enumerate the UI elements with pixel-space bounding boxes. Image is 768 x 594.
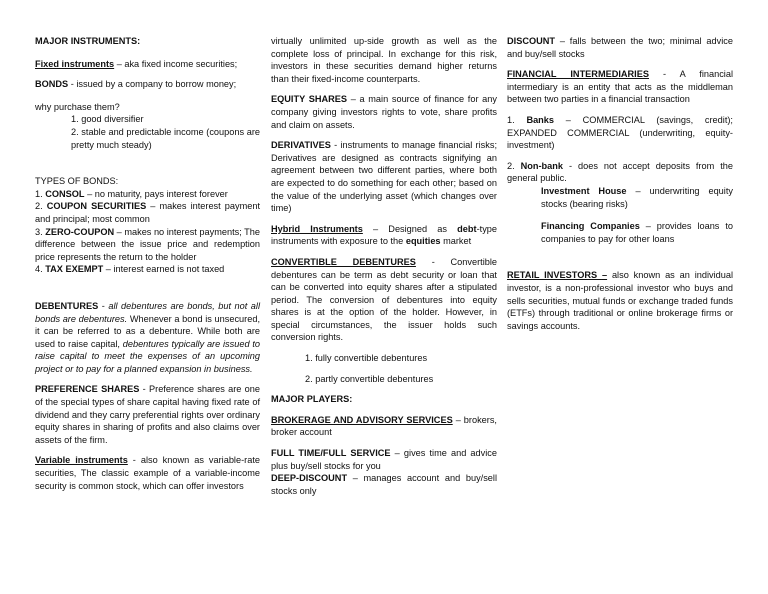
- debentures-term: DEBENTURES: [35, 300, 99, 311]
- bond-type-4-text: – interest earned is not taxed: [103, 264, 225, 275]
- convertible-debentures-text: - Convertible debentures can be term as debt security or loan that can be converted into equity shares after a stipulated period. The conversion of debentures into equity shares is at the option of the holder. However, in special circumstances, the issuer holds such conversion rights.: [271, 256, 497, 343]
- preference-shares-term: PREFERENCE SHARES: [35, 384, 140, 395]
- major-instruments-heading: MAJOR INSTRUMENTS:: [35, 36, 141, 46]
- hybrid-instruments-term: Hybrid Instruments: [271, 223, 363, 234]
- deep-discount-para: [271, 472, 497, 497]
- bond-type-3-num: 3.: [35, 226, 46, 237]
- preference-shares-para: [35, 383, 260, 446]
- debentures-italic-1: all debentures are bonds, but not all bonds are debentures.: [35, 300, 260, 324]
- brokerage-term: BROKERAGE AND ADVISORY SERVICES: [271, 414, 453, 425]
- retail-investors-text: also known as an individual investor, is a non-professional investor who buys and sells securities, mutual funds or exchange traded funds (ETFs) through traditional or online brokerage firms or savings accounts.: [507, 270, 734, 331]
- convertible-debentures-term: CONVERTIBLE DEBENTURES: [271, 256, 416, 267]
- convertible-item-1: 1. fully convertible debentures: [305, 353, 428, 364]
- debentures-text: Whenever a bond is unsecured, it can be referred to as a debenture. While both are used to raise capital,: [35, 313, 260, 349]
- bond-type-1-term: CONSOL: [45, 188, 85, 199]
- hybrid-equities: equities: [405, 236, 441, 247]
- bond-type-1-num: 1.: [35, 188, 46, 199]
- non-bank-para: [507, 160, 733, 185]
- full-service-text: – gives time and advice plus buy/sell stocks for you: [271, 448, 497, 471]
- derivatives-para: [271, 139, 497, 215]
- bond-type-1: [35, 188, 260, 201]
- financial-intermediaries-term: FINANCIAL INTERMEDIARIES: [507, 69, 649, 80]
- non-bank-text: - does not accept deposits from the general public.: [507, 160, 733, 184]
- bond-type-2-text: – makes interest payment and principal; most common: [35, 201, 260, 224]
- non-bank-num: 2.: [507, 160, 521, 171]
- bond-type-3: [35, 226, 260, 264]
- derivatives-term: DERIVATIVES: [271, 140, 331, 151]
- convertible-item-2: 2. partly convertible debentures: [305, 373, 434, 384]
- bond-type-3-term: ZERO-COUPON: [45, 226, 115, 237]
- deep-discount-text: – manages account and buy/sell stocks only: [271, 473, 497, 496]
- column-1: [35, 35, 260, 492]
- financial-intermediaries-para: [507, 68, 733, 106]
- hybrid-text-2: -type instruments with exposure to the: [271, 223, 498, 247]
- bond-type-3-text: – makes no interest payments; The difference between the issue price and redemption price represents the return to the holder: [35, 226, 261, 262]
- hybrid-instruments-para: [271, 223, 497, 248]
- financing-companies-para: [507, 220, 733, 245]
- bond-type-2-num: 2.: [35, 201, 47, 212]
- variable-instruments-text: - also known as variable-rate securities, The classic example of a variable-income security is common stock, which can offer investors: [35, 455, 260, 491]
- equity-shares-text: – a main source of finance for any company giving investors rights to vote, share profits and claim on assets.: [271, 94, 497, 130]
- hybrid-debt: debt: [457, 223, 477, 234]
- debentures-italic-2: debentures typically are issued to raise capital to meet the expenses of an upcoming project or to pay for a planned expansion in business.: [35, 338, 260, 374]
- investment-house-para: [507, 185, 733, 210]
- bond-type-2: [35, 200, 260, 225]
- fixed-instruments-text: – aka fixed income securities;: [114, 58, 238, 69]
- retail-investors-dash: –: [601, 270, 608, 281]
- brokerage-text: – brokers, broker account: [271, 414, 497, 438]
- banks-text: – COMMERCIAL (savings, credit); EXPANDED COMMERCIAL (underwriting, equity-investment): [507, 114, 733, 151]
- debentures-para: [35, 300, 260, 376]
- banks-num: 1.: [507, 114, 527, 125]
- discount-text: – falls between the two; minimal advice and buy/sell stocks: [507, 36, 733, 59]
- fixed-instruments-para: [35, 58, 260, 71]
- major-players-heading: MAJOR PLAYERS:: [271, 394, 353, 405]
- why-item-2: 2. stable and predictable income (coupons are pretty much steady): [71, 126, 260, 150]
- bond-type-4-term: TAX EXEMPT: [45, 264, 104, 275]
- financing-companies-text: – provides loans to companies to pay for other loans: [541, 221, 733, 244]
- types-of-bonds-heading: TYPES OF BONDS:: [35, 176, 119, 187]
- fixed-instruments-term: Fixed instruments: [35, 58, 115, 69]
- deep-discount-term: DEEP-DISCOUNT: [271, 473, 348, 484]
- bond-type-1-text: – no maturity, pays interest forever: [84, 188, 228, 199]
- financial-intermediaries-text: - A financial intermediary is an entity that acts as the middleman between two parties in a financial transaction: [507, 69, 734, 105]
- banks-para: [507, 114, 733, 152]
- column-3: [507, 35, 733, 332]
- column-2: [271, 35, 497, 497]
- bonds-para: [35, 78, 260, 91]
- equity-shares-term: EQUITY SHARES: [271, 94, 348, 105]
- non-bank-term: Non-bank: [520, 160, 564, 171]
- full-service-term: FULL TIME/FULL SERVICE: [271, 448, 391, 459]
- banks-term: Banks: [526, 114, 555, 125]
- investment-house-text: – underwriting equity stocks (bearing risks): [541, 185, 733, 209]
- discount-para: [507, 35, 733, 60]
- preference-shares-text: - Preference shares are one of the special types of share capital having fixed rate of dividend and they carry preferential rights over ordinary equity shares in sharing of profits and also claims over assets of the firm.: [35, 384, 260, 445]
- convertible-debentures-para: [271, 256, 497, 344]
- brokerage-para: [271, 414, 497, 439]
- equity-shares-para: [271, 93, 497, 131]
- bonds-text: - issued by a company to borrow money;: [68, 79, 237, 90]
- debentures-dash: -: [98, 300, 109, 311]
- hybrid-text-3: market: [440, 236, 472, 247]
- bonds-term: BONDS: [35, 79, 69, 90]
- retail-investors-term: RETAIL INVESTORS: [507, 270, 602, 281]
- hybrid-text-1: – Designed as: [362, 223, 458, 234]
- retail-investors-para: [507, 269, 733, 332]
- financing-companies-term: Financing Companies: [541, 221, 640, 232]
- why-item-1: 1. good diversifier: [71, 114, 144, 125]
- bond-type-4: [35, 263, 260, 276]
- discount-term: DISCOUNT: [507, 36, 555, 46]
- variable-instruments-para: [35, 454, 260, 492]
- variable-continuation: virtually unlimited up-side growth as well as the complete loss of principal. In exchange for this risk, investors in these securities demand higher returns than their fixed-income counterparts.: [271, 36, 497, 84]
- bond-type-4-num: 4.: [35, 264, 46, 275]
- why-purchase: why purchase them?: [35, 101, 120, 112]
- investment-house-term: Investment House: [541, 185, 627, 196]
- bond-type-2-term: COUPON SECURITIES: [46, 201, 147, 212]
- variable-instruments-term: Variable instruments: [35, 455, 128, 466]
- derivatives-text: - instruments to manage financial risks; Derivatives are designed as contracts signifying an agreement between two different parties, where both are expected to do something for each other; based on the value of the underlying asset (which changes over time): [271, 140, 497, 214]
- full-service-para: [271, 447, 497, 472]
